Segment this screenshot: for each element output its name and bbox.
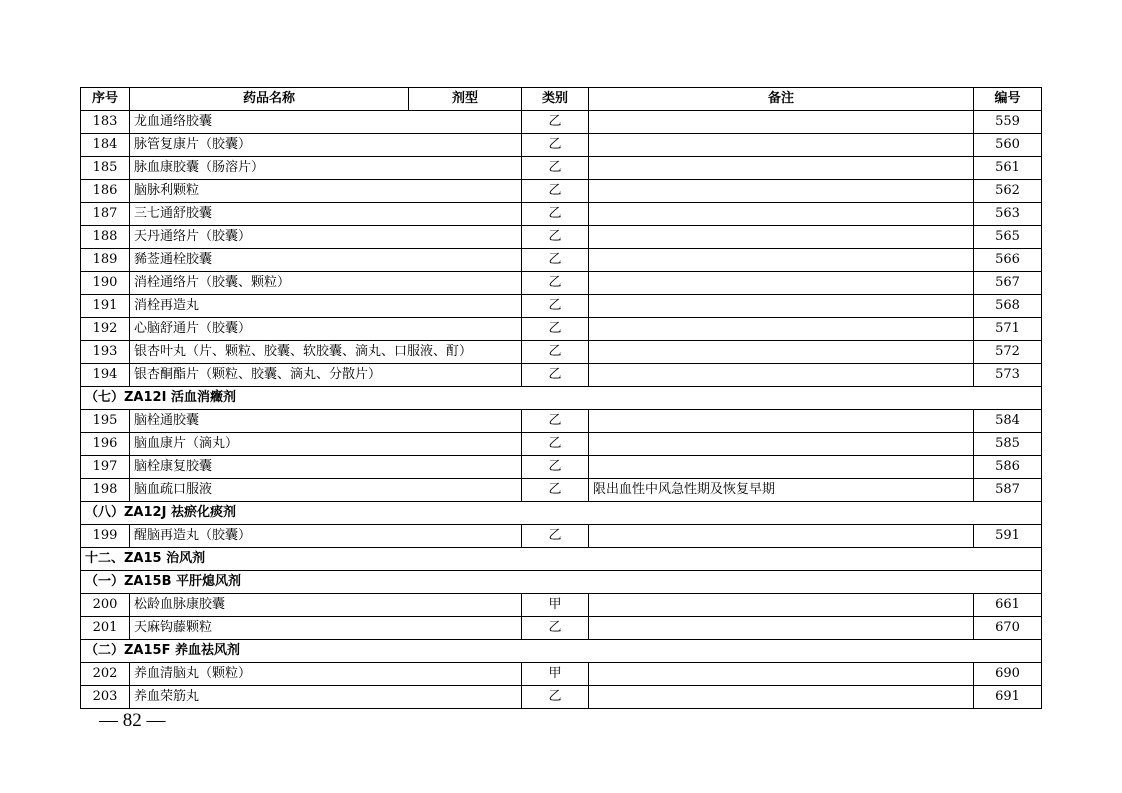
cell-drug-name: 心脑舒通片（胶囊） xyxy=(130,318,522,341)
header-form: 剂型 xyxy=(409,88,522,111)
table-row xyxy=(81,617,1042,640)
cell-remark xyxy=(589,410,974,433)
section-heading: （二）ZA15F 养血祛风剂 xyxy=(81,640,1042,663)
cell-code: 586 xyxy=(974,456,1042,479)
cell-drug-name: 银杏酮酯片（颗粒、胶囊、滴丸、分散片） xyxy=(130,364,522,387)
cell-drug-name: 脑栓康复胶囊 xyxy=(130,456,522,479)
table-row xyxy=(81,525,1042,548)
table-row xyxy=(81,364,1042,387)
cell-code: 573 xyxy=(974,364,1042,387)
cell-category: 乙 xyxy=(522,456,589,479)
cell-category: 乙 xyxy=(522,364,589,387)
table-row xyxy=(81,318,1042,341)
cell-drug-name: 消栓再造丸 xyxy=(130,295,522,318)
cell-remark xyxy=(589,134,974,157)
section-row xyxy=(81,502,1042,525)
table-row xyxy=(81,594,1042,617)
cell-seq: 197 xyxy=(81,456,130,479)
cell-drug-name: 银杏叶丸（片、颗粒、胶囊、软胶囊、滴丸、口服液、酊） xyxy=(130,341,522,364)
cell-seq: 195 xyxy=(81,410,130,433)
cell-drug-name: 养血荣筋丸 xyxy=(130,686,522,709)
cell-drug-name: 松龄血脉康胶囊 xyxy=(130,594,522,617)
cell-seq: 184 xyxy=(81,134,130,157)
cell-drug-name: 消栓通络片（胶囊、颗粒） xyxy=(130,272,522,295)
table-row xyxy=(81,663,1042,686)
table-row xyxy=(81,433,1042,456)
cell-seq: 203 xyxy=(81,686,130,709)
table-row xyxy=(81,479,1042,502)
cell-code: 572 xyxy=(974,341,1042,364)
cell-drug-name: 脉血康胶囊（肠溶片） xyxy=(130,157,522,180)
cell-seq: 186 xyxy=(81,180,130,203)
section-heading: 十二、ZA15 治风剂 xyxy=(81,548,1042,571)
cell-drug-name: 脉管复康片（胶囊） xyxy=(130,134,522,157)
cell-drug-name: 龙血通络胶囊 xyxy=(130,111,522,134)
cell-category: 乙 xyxy=(522,295,589,318)
section-row xyxy=(81,640,1042,663)
table-row xyxy=(81,157,1042,180)
header-name: 药品名称 xyxy=(130,88,409,111)
cell-drug-name: 天麻钩藤颗粒 xyxy=(130,617,522,640)
cell-seq: 200 xyxy=(81,594,130,617)
cell-category: 乙 xyxy=(522,318,589,341)
cell-remark xyxy=(589,364,974,387)
table-row xyxy=(81,134,1042,157)
cell-seq: 202 xyxy=(81,663,130,686)
table-body xyxy=(81,111,1042,709)
cell-seq: 188 xyxy=(81,226,130,249)
cell-category: 甲 xyxy=(522,663,589,686)
cell-category: 乙 xyxy=(522,525,589,548)
cell-seq: 190 xyxy=(81,272,130,295)
cell-category: 乙 xyxy=(522,111,589,134)
cell-category: 乙 xyxy=(522,272,589,295)
cell-code: 661 xyxy=(974,594,1042,617)
cell-remark: 限出血性中风急性期及恢复早期 xyxy=(589,479,974,502)
cell-seq: 185 xyxy=(81,157,130,180)
cell-code: 670 xyxy=(974,617,1042,640)
cell-seq: 196 xyxy=(81,433,130,456)
cell-seq: 191 xyxy=(81,295,130,318)
cell-seq: 199 xyxy=(81,525,130,548)
cell-drug-name: 豨莶通栓胶囊 xyxy=(130,249,522,272)
table-row xyxy=(81,180,1042,203)
page-number: — 82 — xyxy=(99,710,166,731)
cell-remark xyxy=(589,249,974,272)
section-row xyxy=(81,571,1042,594)
cell-remark xyxy=(589,157,974,180)
section-row xyxy=(81,387,1042,410)
cell-category: 乙 xyxy=(522,180,589,203)
drug-list-table xyxy=(80,87,1042,709)
cell-code: 690 xyxy=(974,663,1042,686)
cell-code: 566 xyxy=(974,249,1042,272)
cell-category: 乙 xyxy=(522,410,589,433)
section-row xyxy=(81,548,1042,571)
table-row xyxy=(81,341,1042,364)
cell-seq: 183 xyxy=(81,111,130,134)
cell-remark xyxy=(589,594,974,617)
cell-remark xyxy=(589,180,974,203)
cell-code: 562 xyxy=(974,180,1042,203)
table-row xyxy=(81,295,1042,318)
section-heading: （七）ZA12I 活血消癥剂 xyxy=(81,387,1042,410)
cell-code: 560 xyxy=(974,134,1042,157)
table-header-row xyxy=(81,88,1042,111)
cell-code: 568 xyxy=(974,295,1042,318)
cell-category: 乙 xyxy=(522,341,589,364)
cell-remark xyxy=(589,111,974,134)
cell-remark xyxy=(589,617,974,640)
cell-category: 甲 xyxy=(522,594,589,617)
table-row xyxy=(81,686,1042,709)
cell-drug-name: 三七通舒胶囊 xyxy=(130,203,522,226)
cell-code: 561 xyxy=(974,157,1042,180)
cell-code: 691 xyxy=(974,686,1042,709)
cell-category: 乙 xyxy=(522,249,589,272)
cell-code: 567 xyxy=(974,272,1042,295)
cell-code: 585 xyxy=(974,433,1042,456)
cell-drug-name: 天丹通络片（胶囊） xyxy=(130,226,522,249)
cell-category: 乙 xyxy=(522,617,589,640)
cell-seq: 201 xyxy=(81,617,130,640)
table-row xyxy=(81,203,1042,226)
cell-code: 591 xyxy=(974,525,1042,548)
cell-drug-name: 脑脉利颗粒 xyxy=(130,180,522,203)
cell-remark xyxy=(589,295,974,318)
cell-drug-name: 脑栓通胶囊 xyxy=(130,410,522,433)
cell-code: 571 xyxy=(974,318,1042,341)
cell-seq: 192 xyxy=(81,318,130,341)
cell-seq: 193 xyxy=(81,341,130,364)
cell-drug-name: 醒脑再造丸（胶囊） xyxy=(130,525,522,548)
header-category: 类别 xyxy=(522,88,589,111)
cell-category: 乙 xyxy=(522,157,589,180)
cell-remark xyxy=(589,203,974,226)
cell-remark xyxy=(589,686,974,709)
cell-remark xyxy=(589,341,974,364)
cell-seq: 187 xyxy=(81,203,130,226)
cell-drug-name: 脑血康片（滴丸） xyxy=(130,433,522,456)
table-row xyxy=(81,456,1042,479)
cell-drug-name: 养血清脑丸（颗粒） xyxy=(130,663,522,686)
cell-remark xyxy=(589,318,974,341)
section-heading: （一）ZA15B 平肝熄风剂 xyxy=(81,571,1042,594)
cell-category: 乙 xyxy=(522,203,589,226)
cell-remark xyxy=(589,456,974,479)
cell-seq: 198 xyxy=(81,479,130,502)
table-row xyxy=(81,272,1042,295)
cell-code: 559 xyxy=(974,111,1042,134)
cell-remark xyxy=(589,433,974,456)
cell-category: 乙 xyxy=(522,226,589,249)
cell-category: 乙 xyxy=(522,479,589,502)
cell-remark xyxy=(589,663,974,686)
cell-seq: 189 xyxy=(81,249,130,272)
section-heading: （八）ZA12J 祛瘀化痰剂 xyxy=(81,502,1042,525)
cell-seq: 194 xyxy=(81,364,130,387)
cell-remark xyxy=(589,226,974,249)
cell-remark xyxy=(589,525,974,548)
cell-category: 乙 xyxy=(522,134,589,157)
header-remark: 备注 xyxy=(589,88,974,111)
cell-code: 584 xyxy=(974,410,1042,433)
cell-code: 587 xyxy=(974,479,1042,502)
header-seq: 序号 xyxy=(81,88,130,111)
cell-category: 乙 xyxy=(522,433,589,456)
cell-category: 乙 xyxy=(522,686,589,709)
cell-remark xyxy=(589,272,974,295)
cell-drug-name: 脑血疏口服液 xyxy=(130,479,522,502)
table-row xyxy=(81,226,1042,249)
cell-code: 565 xyxy=(974,226,1042,249)
table-row xyxy=(81,249,1042,272)
table-row xyxy=(81,111,1042,134)
cell-code: 563 xyxy=(974,203,1042,226)
header-code: 编号 xyxy=(974,88,1042,111)
table-row xyxy=(81,410,1042,433)
